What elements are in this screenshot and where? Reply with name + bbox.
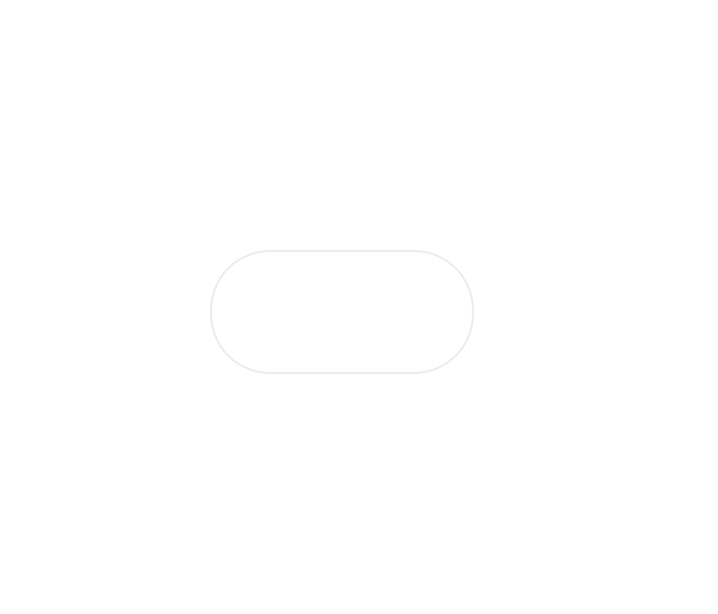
notice-body xyxy=(12,10,706,602)
